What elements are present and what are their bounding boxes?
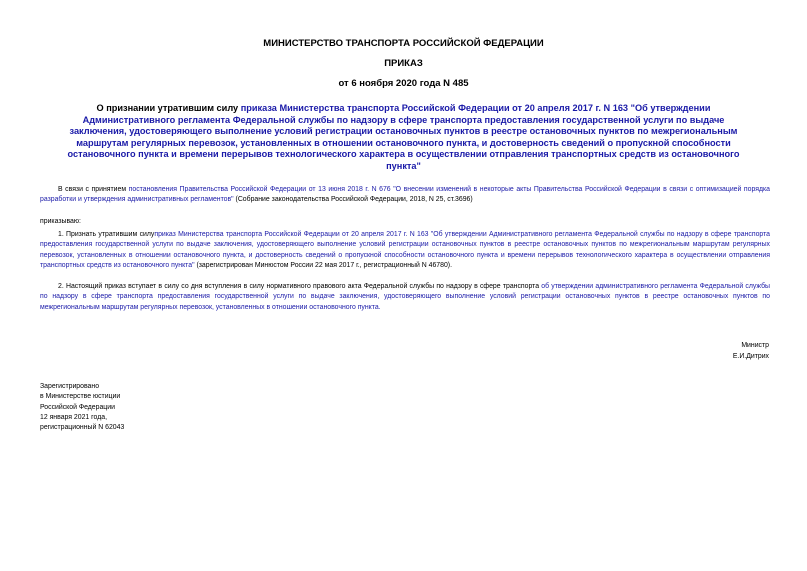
registration-line: Зарегистрировано [40,383,100,390]
document-type: ПРИКАЗ [384,58,423,69]
clause-1-prefix: 1. Признать утратившим силу [58,231,155,238]
clause-1-link[interactable]: приказ Министерства транспорта Российской Федерации от 20 апреля 2017 г. N 163 "Об утверждении Административного регламента Федеральной службы по надзору в сфере транспорта предоставления государственной услуги по выдаче заключения, удостоверяющего выполнение условий регистрации остановочных пунктов в реестре остановочных пунктов по межрегиональным маршрутам регулярных перевозок, установленных в отношении остановочного пункта, и достоверность сведений о пропускной способности остановочного пункта и времени перерывов технологического характера в осуществлении отправления транспортных средств из остановочного пункта" [40,231,770,269]
registration-line: регистрационный N 62043 [40,424,125,432]
title-link[interactable]: приказа Министерства транспорта Российской Федерации от 20 апреля 2017 г. N 163 "Об утверждении Административного регламента Федеральной службы по надзору в сфере транспорта предоставления государственной услуги по выдаче заключения, удостоверяющего выполнение условий регистрации остановочных пунктов в реестре остановочных пунктов по межрегиональным маршрутам регулярных перевозок, установленных в отношении остановочного пункта, и достоверность сведений о пропускной способности остановочного пункта и времени перерывов технологического характера в осуществлении отправления транспортных средств из остановочного пункта" [67,103,740,171]
clause-2-link[interactable]: об утверждении административного регламента Федеральной службы по надзору в сфере транспорта предоставления государственной услуги по выдаче заключения, удостоверяющего выполнение условий регистрации остановочных пунктов в реестре остановочных пунктов по межрегиональным маршрутам регулярных перевозок, установленных в отношении остановочного пункта. [40,283,770,311]
clause-1-suffix: (зарегистрирован Минюстом России 22 мая 2017 г., регистрационный N 46780). [194,261,452,269]
registration-line: 12 января 2021 года, [40,413,107,421]
signer-name: Е.И.Дитрих [732,352,769,360]
clause-1 [40,230,770,271]
preamble-prefix: В связи с принятием [58,186,129,193]
registration-line: Российской Федерации [40,403,115,411]
clause-2 [40,282,770,313]
clause-2-prefix: 2. Настоящий приказ вступает в силу со дня вступления в силу нормативного правового акта Федеральной службы по надзору в сфере транспорта [58,283,542,290]
signature-block [733,341,769,362]
preamble-paragraph [40,185,770,206]
registration-line: в Министерстве юстиции [40,393,121,401]
ministry-heading: МИНИСТЕРСТВО ТРАНСПОРТА РОССИЙСКОЙ ФЕДЕРАЦИИ [263,38,544,49]
preamble-link[interactable]: постановления Правительства Российской Федерации от 13 июня 2018 г. N 676 "О внесении изменений в некоторые акты Правительства Российской Федерации в связи с оптимизацией порядка разработки и утверждения административных регламентов" [40,186,770,204]
preamble-suffix: (Собрание законодательства Российской Федерации, 2018, N 25, ст.3696) [233,196,473,204]
registration-block [40,382,124,433]
order-word: приказываю: [40,218,81,225]
signer-position: Министр [741,342,769,349]
document-date-number: от 6 ноября 2020 года N 485 [338,78,469,89]
document-title [62,103,745,173]
title-prefix: О признании утратившим силу [96,103,241,113]
